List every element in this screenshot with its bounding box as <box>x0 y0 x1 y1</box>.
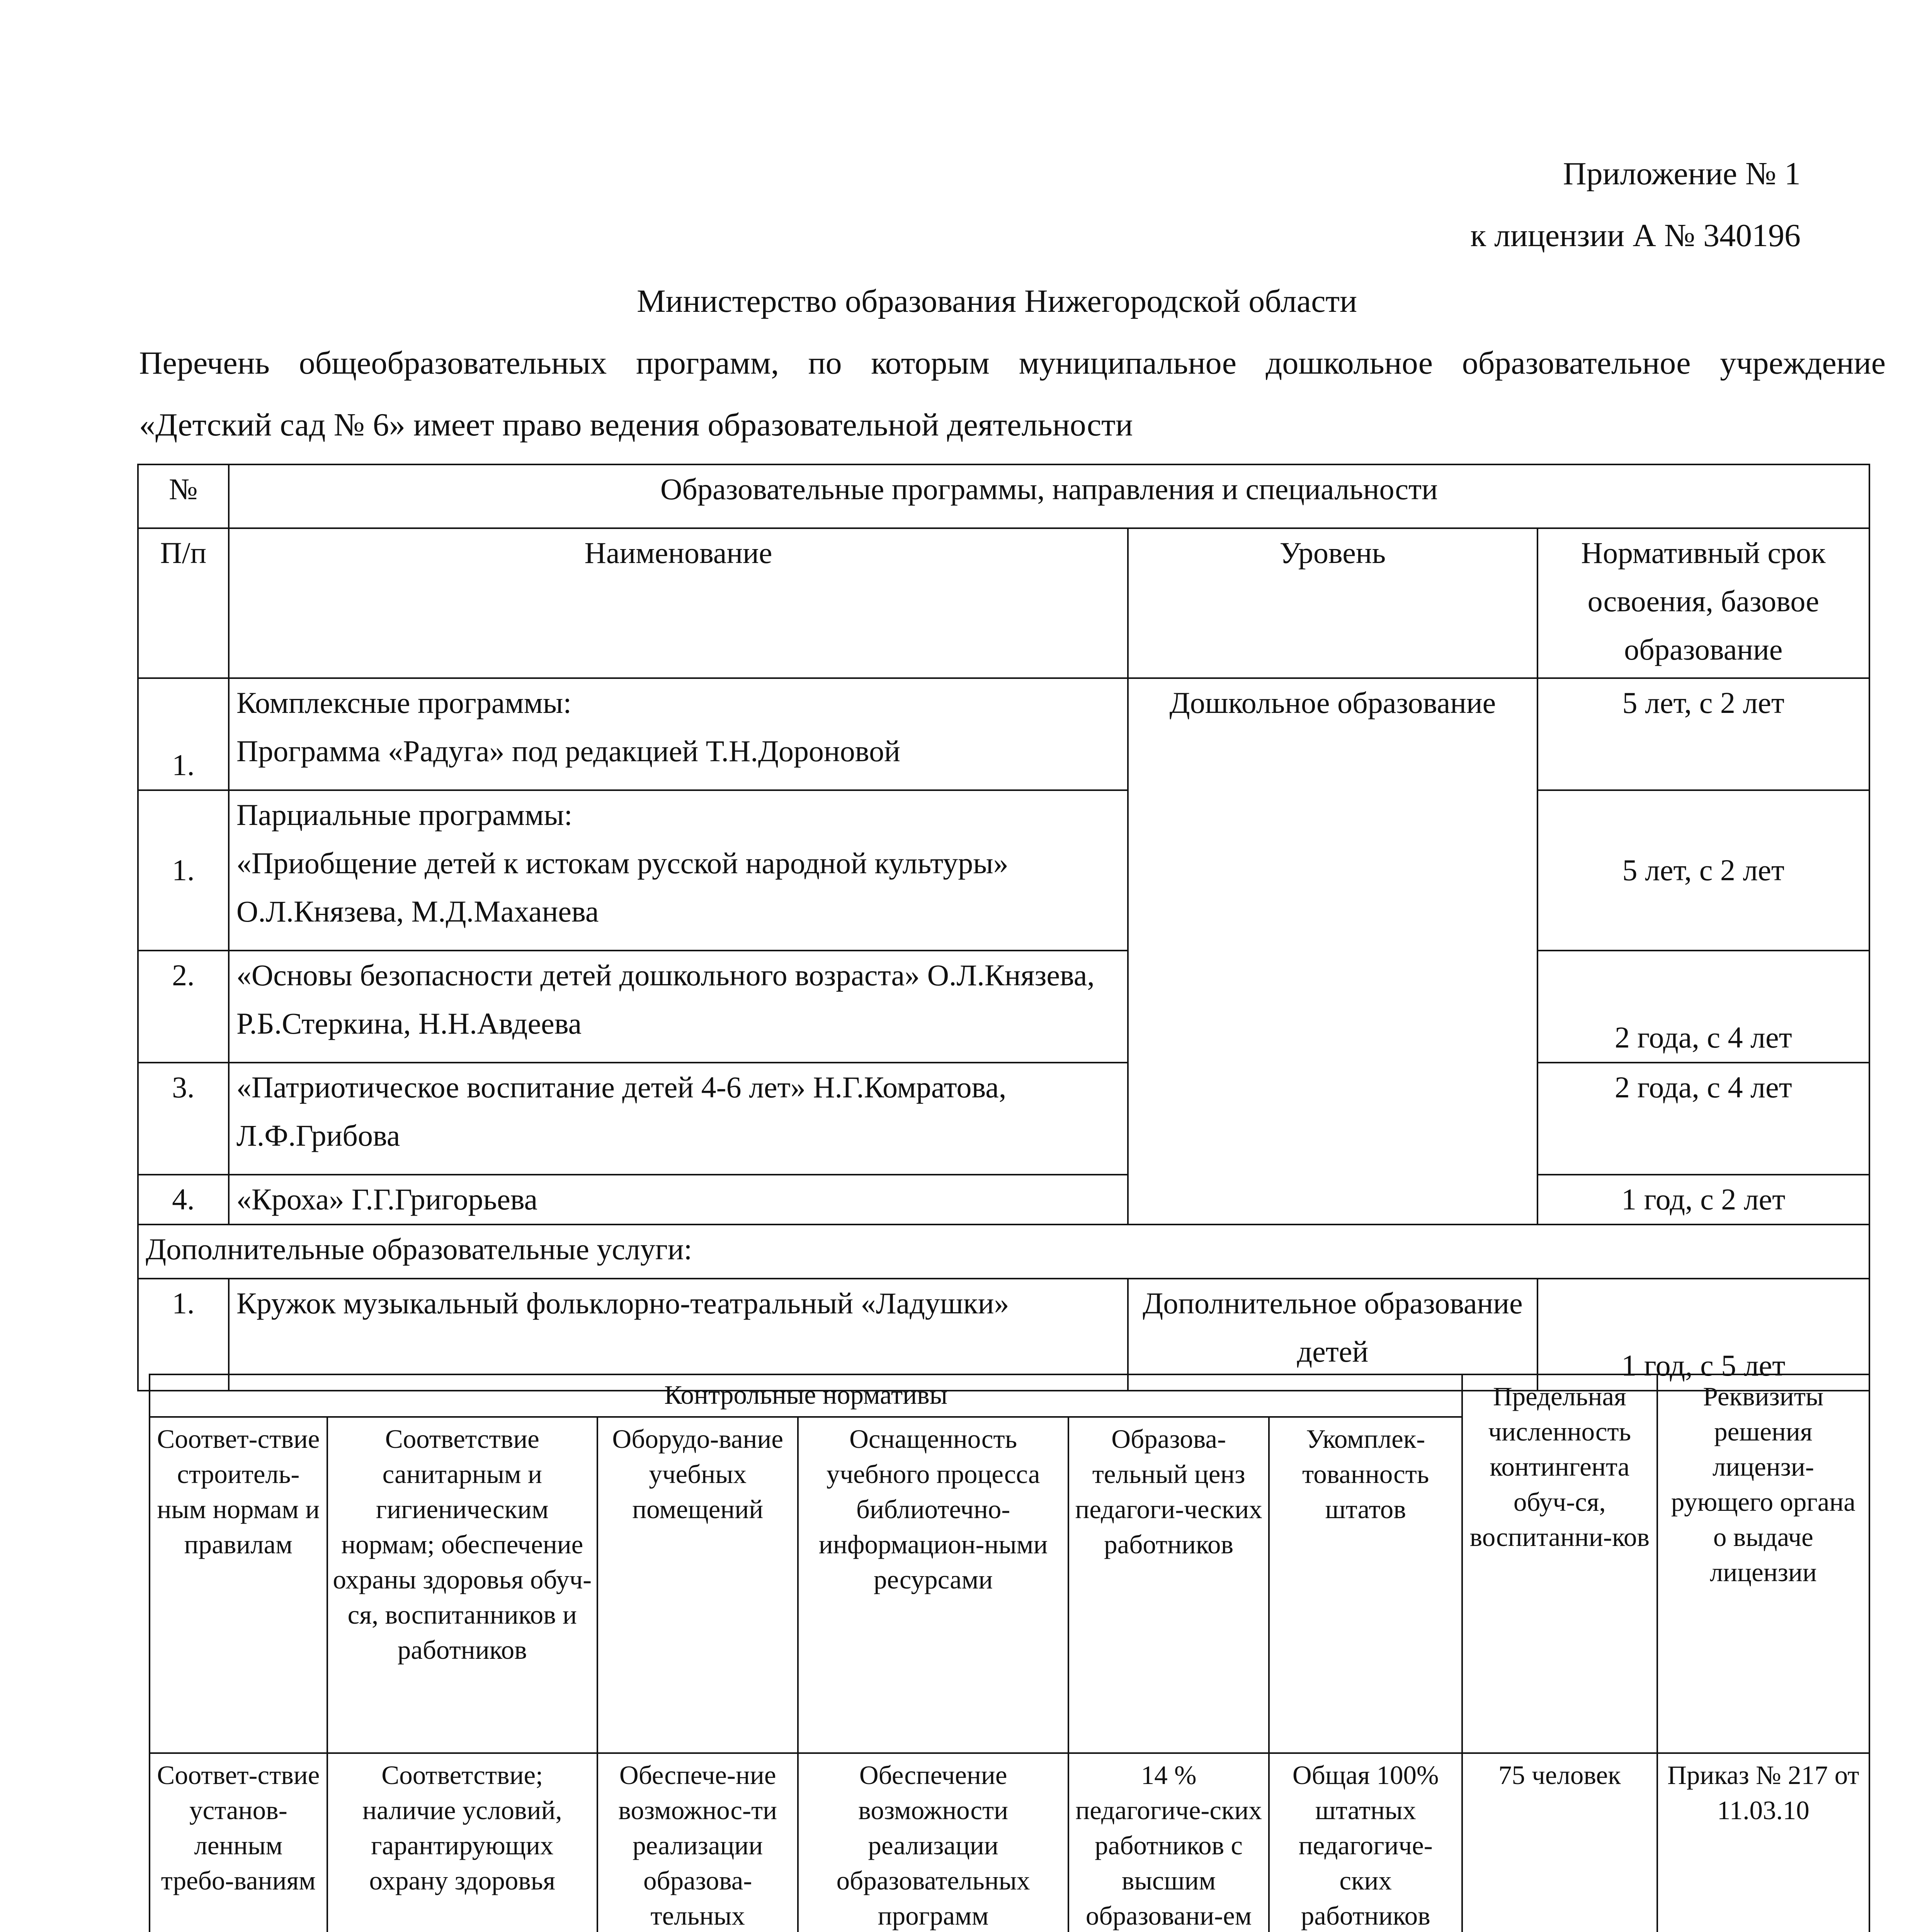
name-header: Наименование <box>229 528 1128 678</box>
control-norms-table <box>149 1374 1870 1932</box>
control-value-6: Общая 100% штатных педагогиче-ских работников <box>1269 1753 1462 1932</box>
control-value-3: Обеспече-ние возможнос-ти реализации образова-тельных <box>597 1753 798 1932</box>
intro-text-line-2: «Детский сад № 6» имеет право ведения образовательной деятельности <box>139 407 1133 443</box>
programs-table <box>137 464 1870 1391</box>
requisites-value: Приказ № 217 от 11.03.10 <box>1657 1753 1869 1932</box>
control-header-3: Оборудо-вание учебных помещений <box>597 1417 798 1753</box>
control-header-2: Соответствие санитарным и гигиеническим нормам; обеспечение охраны здоровья обуч-ся, воспитанников и работников <box>327 1417 597 1753</box>
ministry-title: Министерство образования Нижегородской области <box>636 283 1357 319</box>
partial-number-1: 1. <box>138 790 229 951</box>
row-number-header: П/п <box>138 528 229 678</box>
control-group-header: Контрольные нормативы <box>150 1374 1462 1417</box>
control-header-6: Укомплек-тованность штатов <box>1269 1417 1462 1753</box>
control-value-4: Обеспечение возможности реализации образовательных программ <box>798 1753 1068 1932</box>
complex-heading: Комплексные программы: <box>236 686 572 719</box>
additional-program-name: Кружок музыкальный фольклорно-театральный «Ладушки» <box>229 1279 1128 1391</box>
control-header-1: Соответ-ствие строитель-ным нормам и правилам <box>150 1417 327 1753</box>
partial-program-name-1: «Приобщение детей к истокам русской народной культуры» О.Л.Князева, М.Д.Маханева <box>236 846 1009 928</box>
max-contingent-header: Предельная численность контингента обуч-ся, воспитанни-ков <box>1462 1374 1657 1753</box>
partial-number-4: 4. <box>138 1175 229 1225</box>
partial-program-name-4: «Кроха» Г.Г.Григорьева <box>229 1175 1128 1225</box>
partial-term-1: 5 лет, с 2 лет <box>1537 790 1869 951</box>
additional-term: 1 год, с 5 лет <box>1537 1279 1869 1391</box>
intro-text-line-1: Перечень общеобразовательных программ, по которым муниципальное дошкольное образовательное учреждение <box>139 345 1886 381</box>
control-value-5: 14 % педагогиче-ских работников с высшим образовани-ем <box>1068 1753 1269 1932</box>
control-header-5: Образова-тельный ценз педагоги-ческих работников <box>1068 1417 1269 1753</box>
control-value-2: Соответствие; наличие условий, гарантирующих охрану здоровья <box>327 1753 597 1932</box>
partial-program-cell-1 <box>229 790 1128 951</box>
additional-number: 1. <box>138 1279 229 1391</box>
level-header: Уровень <box>1128 528 1537 678</box>
number-header: № <box>138 464 229 528</box>
complex-program-name: Программа «Радуга» под редакцией Т.Н.Дороновой <box>236 734 900 768</box>
partial-number-2: 2. <box>138 951 229 1063</box>
term-header: Нормативный срок освоения, базовое образование <box>1537 528 1869 678</box>
license-reference: к лицензии А № 340196 <box>1470 218 1801 253</box>
complex-number: 1. <box>138 678 229 790</box>
partial-heading: Парциальные программы: <box>236 798 573 832</box>
complex-program-cell <box>229 678 1128 790</box>
partial-term-3: 2 года, с 4 лет <box>1537 1063 1869 1175</box>
partial-number-3: 3. <box>138 1063 229 1175</box>
appendix-label: Приложение № 1 <box>1563 156 1801 192</box>
partial-term-2: 2 года, с 4 лет <box>1537 951 1869 1063</box>
complex-term: 5 лет, с 2 лет <box>1537 678 1869 790</box>
partial-program-name-2: «Основы безопасности детей дошкольного возраста» О.Л.Князева, Р.Б.Стеркина, Н.Н.Авдеева <box>229 951 1128 1063</box>
partial-program-name-3: «Патриотическое воспитание детей 4-6 лет» Н.Г.Комратова, Л.Ф.Грибова <box>229 1063 1128 1175</box>
partial-term-4: 1 год, с 2 лет <box>1537 1175 1869 1225</box>
additional-services-heading: Дополнительные образовательные услуги: <box>138 1225 1869 1279</box>
control-header-4: Оснащенность учебного процесса библиотечно-информацион-ными ресурсами <box>798 1417 1068 1753</box>
control-value-1: Соответ-ствие установ-ленным требо-ваниям <box>150 1753 327 1932</box>
max-contingent-value: 75 человек <box>1462 1753 1657 1932</box>
programs-group-header: Образовательные программы, направления и специальности <box>229 464 1869 528</box>
level-preschool: Дошкольное образование <box>1128 678 1537 1225</box>
requisites-header: Реквизиты решения лицензи-рующего органа о выдаче лицензии <box>1657 1374 1869 1753</box>
additional-level: Дополнительное образование детей <box>1128 1279 1537 1391</box>
